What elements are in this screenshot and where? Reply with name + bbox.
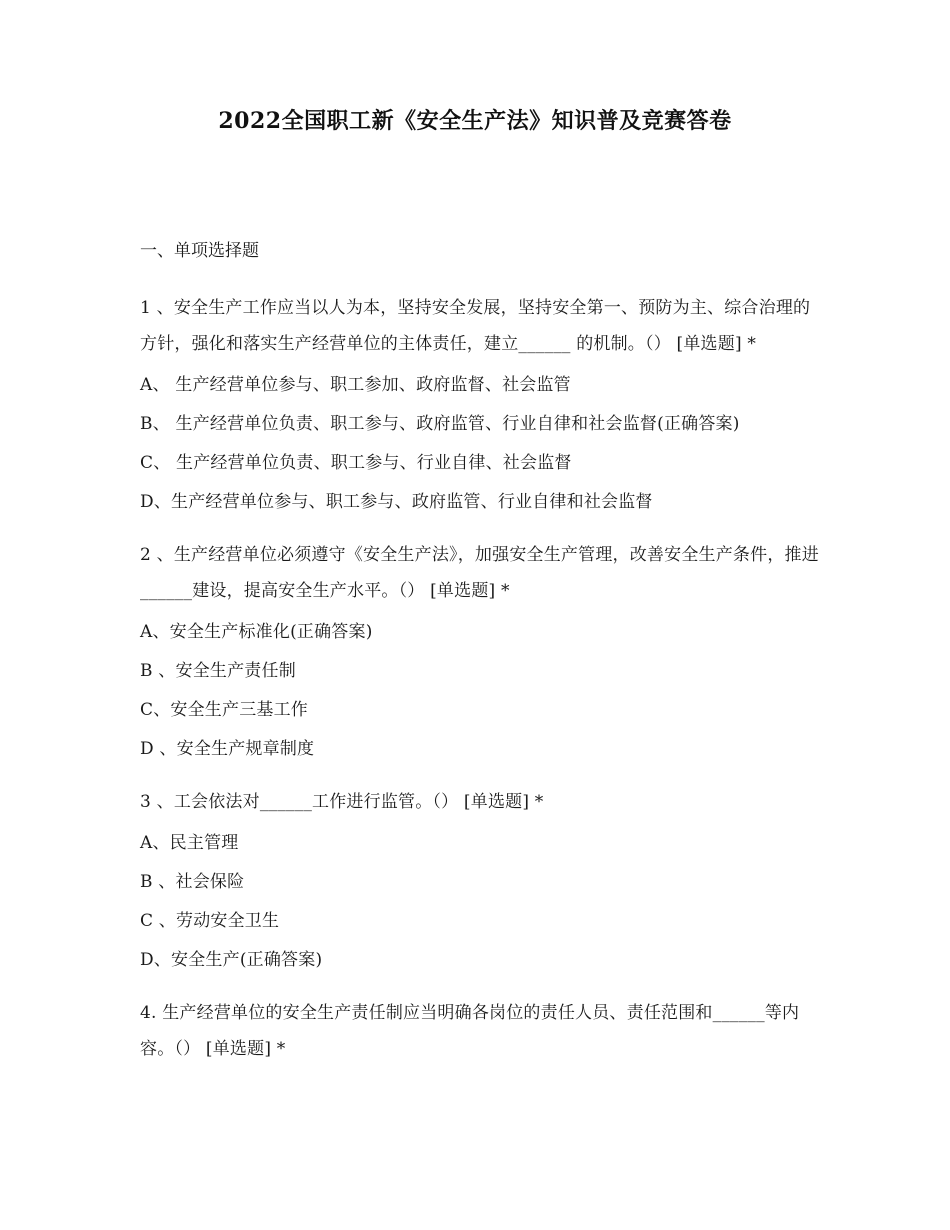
- question-text: 1 、安全生产工作应当以人为本，坚持安全发展，坚持安全第一、预防为主、综合治理的方针，强化和落实生产经营单位的主体责任，建立______ 的机制。（） [单选题] *: [140, 298, 811, 354]
- question-block: [140, 995, 820, 1067]
- question-list: [140, 290, 820, 1067]
- option-a: A、民主管理: [140, 833, 239, 853]
- question-block: [140, 784, 820, 980]
- question-block: [140, 537, 820, 769]
- option-c: C、 生产经营单位负责、职工参与、行业自律、社会监督: [140, 453, 572, 473]
- option-b: B 、安全生产责任制: [140, 661, 296, 681]
- option-b: B 、社会保险: [140, 872, 245, 892]
- question-block: [140, 290, 820, 522]
- option-d: D、生产经营单位参与、职工参与、政府监管、行业自律和社会监督: [140, 492, 653, 512]
- document-title: 2022全国职工新《安全生产法》知识普及竞赛答卷: [218, 108, 732, 134]
- option-d: D 、安全生产规章制度: [140, 739, 315, 759]
- question-text: 3 、工会依法对______工作进行监管。（） [单选题] *: [140, 792, 544, 812]
- option-c: C 、劳动安全卫生: [140, 911, 280, 931]
- option-d: D、安全生产(正确答案): [140, 950, 323, 970]
- section-heading: 一、单项选择题: [140, 241, 259, 261]
- option-a: A、 生产经营单位参与、职工参加、政府监督、社会监管: [140, 375, 571, 395]
- question-text: 4. 生产经营单位的安全生产责任制应当明确各岗位的责任人员、责任范围和______等内容。（） [单选题] *: [140, 1003, 800, 1059]
- option-a: A、安全生产标准化(正确答案): [140, 622, 373, 642]
- option-b: B、 生产经营单位负责、职工参与、政府监管、行业自律和社会监督(正确答案): [140, 414, 740, 434]
- option-c: C、安全生产三基工作: [140, 700, 309, 720]
- question-text: 2 、生产经营单位必须遵守《安全生产法》，加强安全生产管理，改善安全生产条件，推进______建设，提高安全生产水平。（） [单选题] *: [140, 545, 819, 601]
